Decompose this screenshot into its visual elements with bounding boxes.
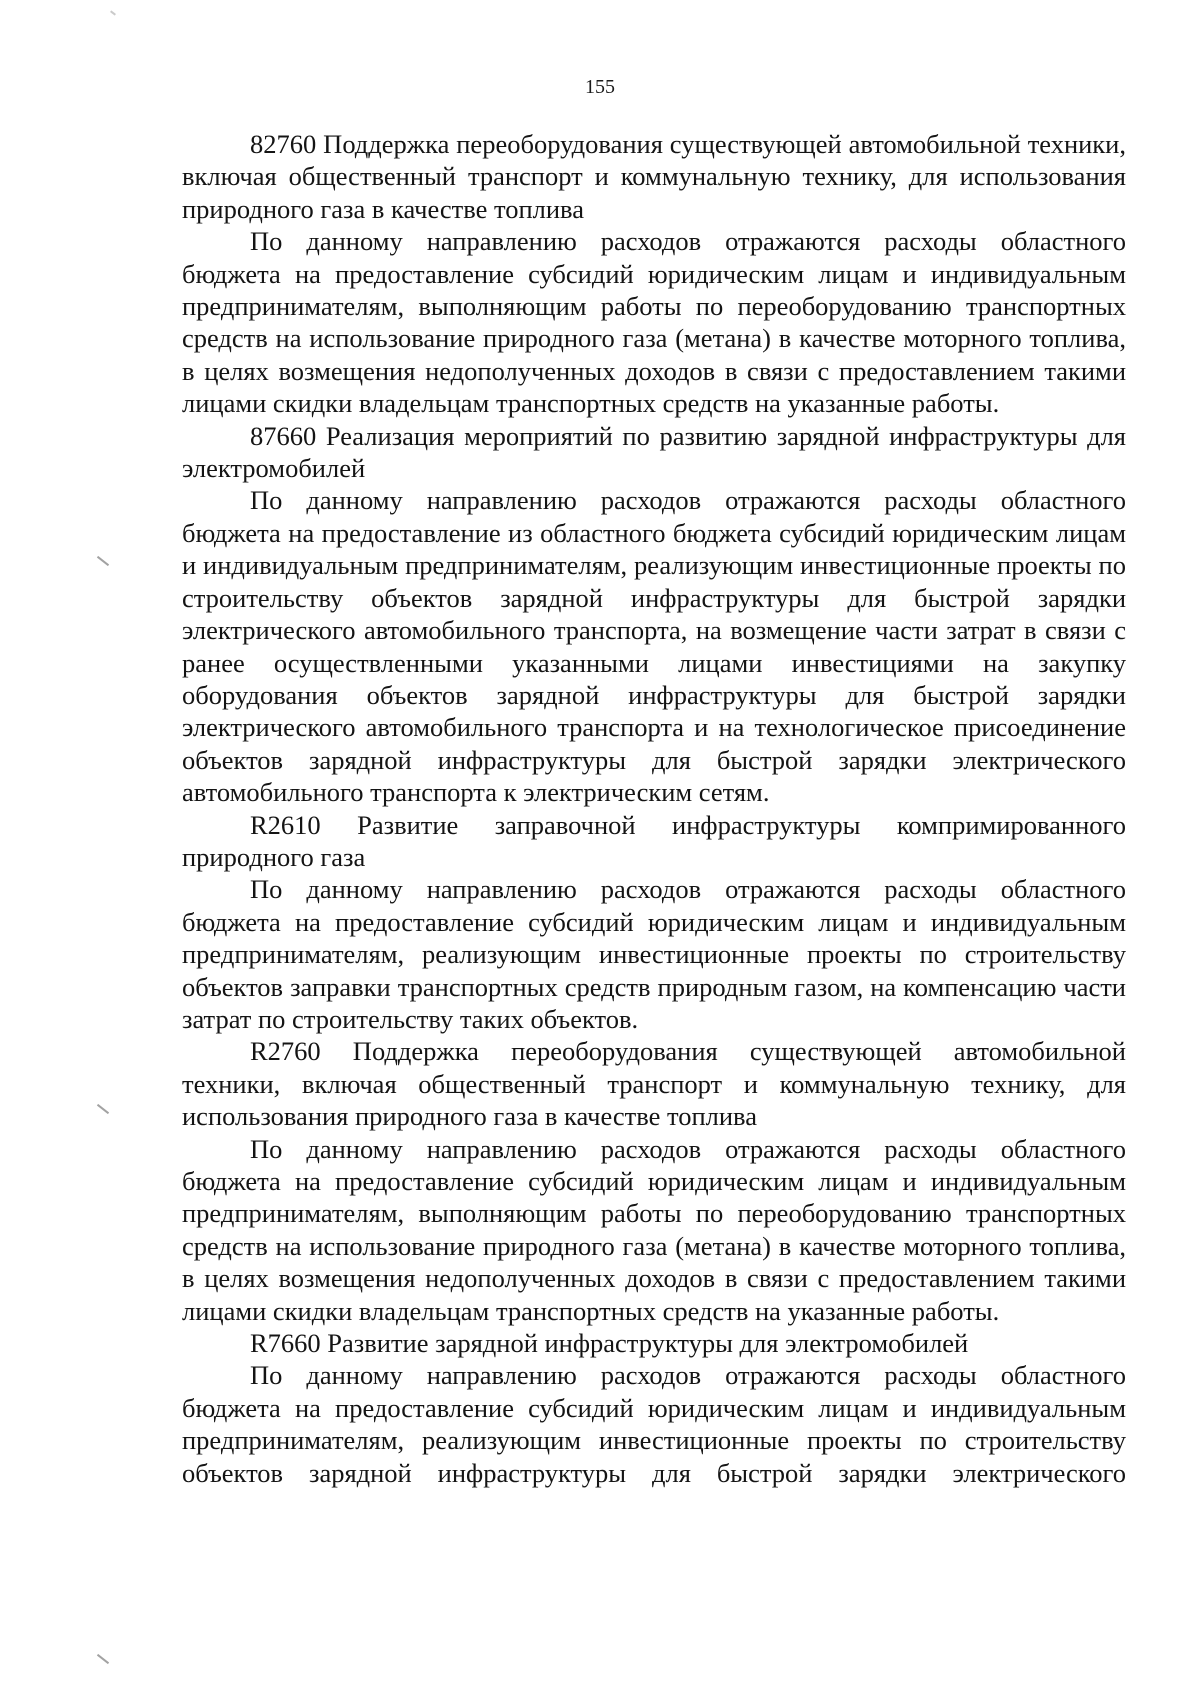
section-heading-82760: 82760 Поддержка переоборудования существующей автомобильной техники, включая общественный транспорт и коммунальную технику, для использования природного газа в качестве топлива [182,129,1126,224]
section-body-87660: По данному направлению расходов отражаются расходы областного бюджета на предоставление из областного бюджета субсидий юридическим лицам и индивидуальным предпринимателям, реализующим инвестиционные проекты по строительству объектов зарядной инфраструктуры для быстрой зарядки электрического автомобильного транспорта, на возмещение части затрат в связи с ранее осуществленными указанными лицами инвестициями на закупку оборудования объектов зарядной инфраструктуры для быстрой зарядки электрического автомобильного транспорта и на технологическое присоединение объектов зарядной инфраструктуры для быстрой зарядки электрического автомобильного транспорта к электрическим сетям. [182,485,1126,808]
scan-artifact [97,556,109,566]
scan-artifact [97,1104,109,1114]
section-heading-r2610: R2610 Развитие заправочной инфраструктуры компримированного природного газа [182,809,1126,872]
section-body-82760: По данному направлению расходов отражаются расходы областного бюджета на предоставление субсидий юридическим лицам и индивидуальным предпринимателям, выполняющим работы по переоборудованию транспортных средств на использование природного газа (метана) в качестве моторного топлива, в целях возмещения недополученных доходов в связи с предоставлением такими лицами скидки владельцам транспортных средств на указанные работы. [182,226,1126,419]
page-number: 155 [585,76,615,98]
scan-artifact [110,10,116,15]
section-body-r2610: По данному направлению расходов отражаются расходы областного бюджета на предоставление субсидий юридическим лицам и индивидуальным предпринимателям, реализующим инвестиционные проекты по строительству объектов заправки транспортных средств природным газом, на компенсацию части затрат по строительству таких объектов. [182,874,1126,1034]
section-heading-r7660: R7660 Развитие зарядной инфраструктуры для электромобилей [250,1328,969,1359]
section-body-r2760: По данному направлению расходов отражаются расходы областного бюджета на предоставление субсидий юридическим лицам и индивидуальным предпринимателям, выполняющим работы по переоборудованию транспортных средств на использование природного газа (метана) в качестве моторного топлива, в целях возмещения недополученных доходов в связи с предоставлением такими лицами скидки владельцам транспортных средств на указанные работы. [182,1133,1126,1326]
section-heading-r2760: R2760 Поддержка переоборудования существующей автомобильной техники, включая общественный транспорт и коммунальную технику, для использования природного газа в качестве топлива [182,1036,1126,1132]
scan-artifact [97,1654,109,1664]
section-body-r7660: По данному направлению расходов отражаются расходы областного бюджета на предоставление субсидий юридическим лицам и индивидуальным предпринимателям, реализующим инвестиционные проекты по строительству объектов зарядной инфраструктуры для быстрой зарядки электрического [182,1360,1126,1488]
section-heading-87660: 87660 Реализация мероприятий по развитию зарядной инфраструктуры для электромобилей [182,420,1126,484]
document-body [182,128,1126,1489]
